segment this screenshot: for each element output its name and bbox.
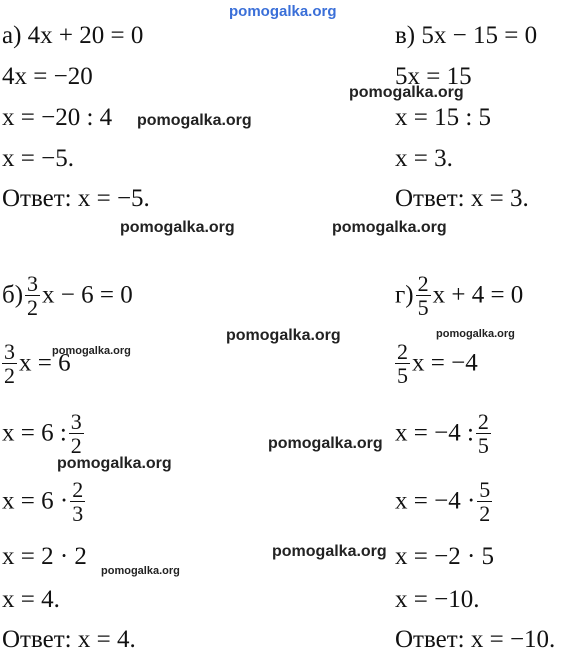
fraction-numerator: 2 — [417, 271, 429, 296]
fraction-numerator: 3 — [70, 409, 82, 434]
watermark: pomogalka.org — [436, 328, 515, 340]
fraction-denominator: 2 — [4, 363, 15, 388]
watermark: pomogalka.org — [226, 327, 341, 344]
fraction-numerator: 2 — [72, 477, 84, 502]
problem-g-line-4 — [395, 478, 494, 525]
fraction-numerator: 2 — [477, 409, 489, 434]
fraction — [476, 410, 491, 457]
fraction — [70, 478, 85, 525]
fraction — [416, 272, 431, 319]
problem-v-line-3: x = 15 : 5 — [395, 104, 492, 131]
watermark: pomogalka.org — [332, 219, 447, 236]
equation-rest: x = 6 — [19, 349, 71, 377]
fraction-denominator: 5 — [477, 433, 489, 458]
fraction — [69, 410, 84, 457]
problem-a-line-3: x = −20 : 4 — [2, 104, 113, 131]
fraction-numerator: 5 — [479, 477, 491, 502]
problem-b-line-1 — [2, 272, 133, 319]
equation-rest: x = −4 · — [395, 487, 476, 515]
problem-v-line-4: x = 3. — [395, 145, 453, 172]
problem-b-answer: Ответ: x = 4. — [2, 626, 136, 653]
equation-rest: x = 6 · — [2, 487, 69, 515]
watermark: pomogalka.org — [120, 219, 235, 236]
equation-rest: x = 6 : — [2, 419, 67, 447]
fraction — [477, 478, 492, 525]
watermark: pomogalka.org — [52, 345, 131, 357]
fraction-numerator: 3 — [27, 271, 39, 296]
watermark: pomogalka.org — [101, 565, 180, 577]
fraction-denominator: 2 — [479, 501, 491, 526]
problem-a-line-2: 4x = −20 — [2, 63, 93, 90]
fraction-numerator: 3 — [4, 339, 15, 364]
problem-v-answer: Ответ: x = 3. — [395, 185, 529, 212]
problem-a-line-4: x = −5. — [2, 145, 74, 172]
watermark: pomogalka.org — [349, 84, 464, 101]
problem-v-line-1: в) 5x − 15 = 0 — [395, 22, 538, 49]
watermark-top: pomogalka.org — [229, 3, 337, 20]
fraction-numerator: 2 — [397, 339, 408, 364]
fraction — [25, 272, 40, 319]
watermark: pomogalka.org — [57, 455, 172, 472]
problem-g-line-3 — [395, 410, 493, 457]
fraction — [395, 340, 410, 387]
problem-a-line-1: а) 4x + 20 = 0 — [2, 22, 144, 49]
problem-b-line-5: x = 2 · 2 — [2, 543, 87, 570]
watermark: pomogalka.org — [137, 112, 252, 129]
fraction-denominator: 5 — [397, 363, 408, 388]
watermark: pomogalka.org — [268, 435, 383, 452]
equation-rest: x = −4 — [412, 349, 478, 377]
problem-g-line-5: x = −2 · 5 — [395, 543, 495, 570]
problem-b-line-4 — [2, 478, 87, 525]
fraction-denominator: 3 — [72, 501, 84, 526]
problem-g-line-2 — [393, 340, 478, 387]
fraction-denominator: 5 — [417, 295, 429, 320]
problem-g-line-6: x = −10. — [395, 586, 480, 613]
problem-b-label: б) — [2, 281, 24, 309]
problem-g-label: г) — [395, 281, 414, 309]
equation-rest: x = −4 : — [395, 419, 474, 447]
watermark: pomogalka.org — [272, 543, 387, 560]
fraction-denominator: 2 — [70, 433, 82, 458]
fraction-denominator: 2 — [27, 295, 39, 320]
problem-a-answer: Ответ: x = −5. — [2, 185, 150, 212]
equation-rest: x + 4 = 0 — [432, 281, 524, 309]
fraction — [2, 340, 17, 387]
problem-b-line-2 — [0, 340, 71, 387]
problem-b-line-3 — [2, 410, 86, 457]
problem-v-line-2: 5x = 15 — [395, 63, 472, 90]
equation-rest: x − 6 = 0 — [42, 281, 133, 309]
problem-g-answer: Ответ: x = −10. — [395, 626, 556, 653]
problem-g-line-1 — [395, 272, 523, 319]
problem-b-line-6: x = 4. — [2, 586, 60, 613]
